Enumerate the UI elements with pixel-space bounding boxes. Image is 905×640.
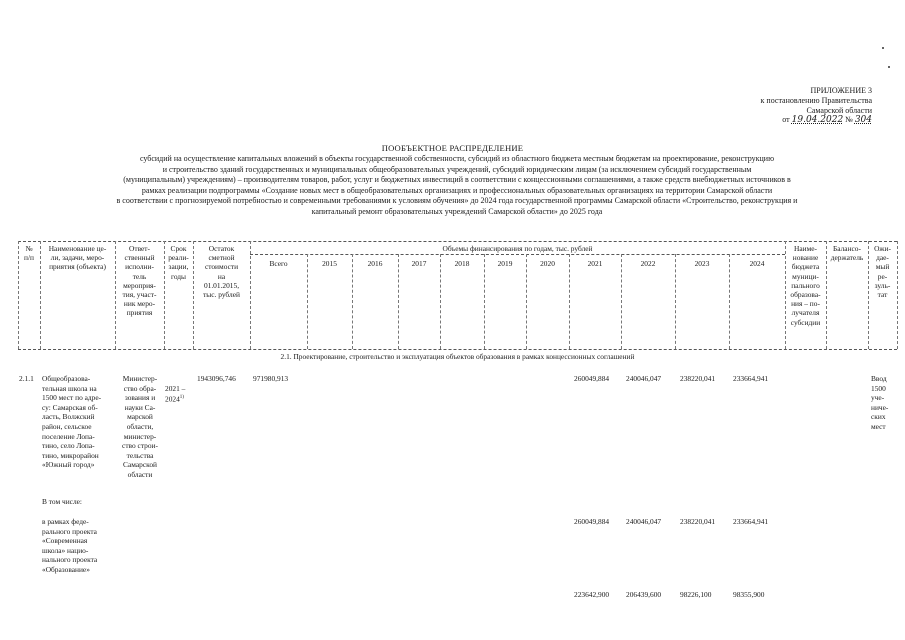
term-footnote: 1): [179, 395, 184, 401]
header-year-2023: 2023: [694, 259, 710, 268]
scan-speck: [882, 47, 884, 49]
section-title: 2.1. Проектирование, строительство и эксплуатация объектов образования в рамках концессионных соглашений: [280, 352, 635, 361]
col-divider: [526, 254, 527, 349]
row-total: 971980,913: [253, 374, 289, 383]
col-divider: [621, 254, 622, 349]
header-total: Всего: [269, 259, 288, 268]
document-title: ПООБЪЕКТНОЕ РАСПРЕДЕЛЕНИЕ: [381, 143, 524, 153]
term-value: 2021 – 2024: [165, 383, 186, 404]
appendix-date-line: [761, 115, 872, 126]
subrow-2023: 238220,041: [680, 517, 716, 526]
col-divider: [352, 254, 353, 349]
header-executor: Ответ- ственный исполни- тель мероприя- тия, участ- ник меро- приятия: [122, 244, 157, 318]
including-label: В том числе:: [42, 497, 82, 506]
appendix-title: ПРИЛОЖЕНИЕ 3: [810, 86, 872, 95]
col-divider: [484, 254, 485, 349]
header-year-2022: 2022: [640, 259, 656, 268]
header-term: Срок реали- зации, годы: [168, 244, 189, 281]
row-executor: Министер- ство обра- зования и науки Са- марской области, министер- ство строи- тельства Самарской области: [122, 374, 158, 479]
header-year-2024: 2024: [749, 259, 765, 268]
col-divider: [675, 254, 676, 349]
header-year-2018: 2018: [454, 259, 470, 268]
document-subtitle: субсидий на осуществление капитальных вложений в объекты государственной собственности, субсидий из областного бюджета местным бюджетам на проектирование, реконструкцию и строительство зданий государственных и муниципальных общеобразовательных учреждений, субсидий юридическим лицам (за исключением субсидий государственным (муниципальным) учреждениям) – производителям товаров, работ, услуг и бюджетных инвестиций в соответствии с концессионными соглашениями, а также средств внебюджетных источников в рамках реализации подпрограммы «Создание новых мест в общеобразовательных организациях и профессиональных образовательных организациях на территории Самарской области в соответствии с прогнозируемой потребностью и современными требованиями к условиям обучения» до 2024 года государственной программы Самарской области «Строительство, реконструкция и капитальный ремонт образовательных учреждений Самарской области» до 2025 года: [116, 154, 798, 216]
col-divider: [729, 254, 730, 349]
subrow-2021: 260049,884: [574, 517, 610, 526]
header-remainder: Остаток сметной стоимости на 01.01.2015, тыс. рублей: [203, 244, 240, 300]
row-num: 2.1.1: [19, 374, 34, 383]
header-name: Наименование це- ли, задачи, меро- приятия (объекта): [48, 244, 107, 272]
header-year-2019: 2019: [497, 259, 513, 268]
number-value: 304: [854, 115, 872, 126]
subrow-name: в рамках феде- рального проекта «Современная школа» нацио- нального проекта «Образование»: [42, 517, 98, 574]
row-2021: 260049,884: [574, 374, 610, 383]
header-year-2021: 2021: [587, 259, 603, 268]
row3-2024: 98355,900: [733, 590, 765, 599]
header-result: Ожи- дае- мый ре- зуль- тат: [874, 244, 891, 300]
appendix-block: [761, 86, 872, 126]
header-year-2016: 2016: [367, 259, 383, 268]
appendix-line: к постановлению Правительства: [760, 95, 872, 105]
row-2022: 240046,047: [626, 374, 662, 383]
col-divider: [250, 241, 251, 349]
row-remainder: 1943096,746: [197, 374, 236, 383]
date-prefix: от: [782, 115, 790, 125]
header-year-2020: 2020: [540, 259, 555, 268]
header-municipality: Наиме- нование бюджета муници- пального образова- ния – по- лучателя субсидии: [790, 244, 821, 327]
appendix-line: Самарской области: [806, 105, 872, 115]
col-divider: [398, 254, 399, 349]
row3-2021: 223642,900: [574, 590, 610, 599]
col-divider: [897, 241, 898, 349]
date-value: 19.04.2022: [791, 115, 844, 126]
col-divider: [569, 254, 570, 349]
row-result: Ввод 1500 уче- ниче- ских мест: [871, 374, 889, 431]
header-holder: Балансо- держатель: [830, 244, 864, 263]
subrow-2024: 233664,941: [733, 517, 769, 526]
row3-2023: 98226,100: [680, 590, 712, 599]
financing-header-divider: [250, 254, 785, 255]
row-2024: 233664,941: [733, 374, 769, 383]
header-num: № п/п: [24, 244, 34, 263]
row-term: [165, 374, 195, 404]
col-divider: [440, 254, 441, 349]
scan-speck: [888, 66, 890, 68]
row-object-name: Общеобразова- тельная школа на 1500 мест по адре- су: Самарская об- ласть, Волжский район, сельское поселение Лопа- тино, село Лопа- тино, микрорайон «Южный город»: [42, 374, 102, 470]
row3-2022: 206439,600: [626, 590, 662, 599]
header-bottom-border: [18, 349, 897, 350]
header-year-2017: 2017: [411, 259, 427, 268]
table-top-border: [18, 241, 897, 242]
header-financing: Объемы финансирования по годам, тыс. рублей: [442, 244, 593, 253]
subrow-2022: 240046,047: [626, 517, 662, 526]
number-prefix: №: [845, 115, 853, 125]
col-divider: [307, 254, 308, 349]
header-year-2015: 2015: [322, 259, 337, 268]
row-2023: 238220,041: [680, 374, 716, 383]
